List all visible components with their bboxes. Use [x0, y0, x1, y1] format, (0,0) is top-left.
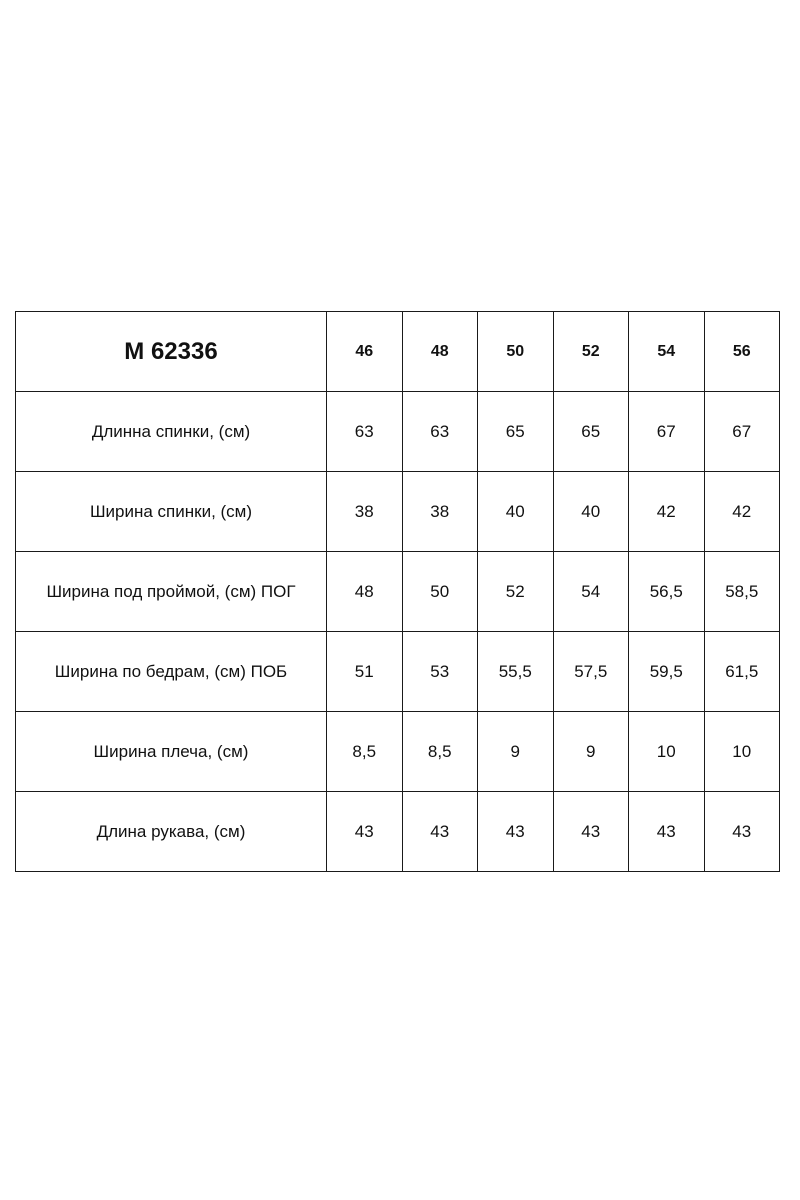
table-row	[16, 792, 780, 872]
table-cell: 43	[327, 792, 403, 872]
table-cell: 56,5	[629, 552, 705, 632]
table-cell: 67	[704, 392, 780, 472]
table-cell: 8,5	[402, 712, 478, 792]
table-cell: 43	[478, 792, 554, 872]
model-number: M 62336	[16, 312, 327, 392]
table-cell: 10	[629, 712, 705, 792]
table-cell: 38	[327, 472, 403, 552]
table-cell: 50	[402, 552, 478, 632]
size-header: 54	[629, 312, 705, 392]
size-header: 52	[553, 312, 629, 392]
table-cell: 43	[402, 792, 478, 872]
row-label: Ширина по бедрам, (см) ПОБ	[16, 632, 327, 712]
table-cell: 8,5	[327, 712, 403, 792]
table-cell: 43	[553, 792, 629, 872]
table-cell: 42	[629, 472, 705, 552]
table-row	[16, 472, 780, 552]
table-cell: 51	[327, 632, 403, 712]
row-label: Длина рукава, (см)	[16, 792, 327, 872]
table-cell: 67	[629, 392, 705, 472]
table-row	[16, 392, 780, 472]
table-cell: 9	[553, 712, 629, 792]
row-label: Ширина под проймой, (см) ПОГ	[16, 552, 327, 632]
table-cell: 63	[327, 392, 403, 472]
table-cell: 59,5	[629, 632, 705, 712]
table-cell: 54	[553, 552, 629, 632]
table-cell: 42	[704, 472, 780, 552]
row-label: Длинна спинки, (см)	[16, 392, 327, 472]
table-cell: 61,5	[704, 632, 780, 712]
table-cell: 9	[478, 712, 554, 792]
size-chart-table	[15, 311, 780, 872]
table-cell: 52	[478, 552, 554, 632]
size-header: 56	[704, 312, 780, 392]
size-header: 48	[402, 312, 478, 392]
table-row	[16, 552, 780, 632]
table-cell: 10	[704, 712, 780, 792]
table-cell: 58,5	[704, 552, 780, 632]
table-row	[16, 632, 780, 712]
table-cell: 40	[553, 472, 629, 552]
table-cell: 65	[553, 392, 629, 472]
table-cell: 55,5	[478, 632, 554, 712]
table-cell: 65	[478, 392, 554, 472]
table-cell: 40	[478, 472, 554, 552]
table-header-row	[16, 312, 780, 392]
row-label: Ширина плеча, (см)	[16, 712, 327, 792]
table-row	[16, 712, 780, 792]
size-header: 50	[478, 312, 554, 392]
table-cell: 38	[402, 472, 478, 552]
size-header: 46	[327, 312, 403, 392]
table-cell: 63	[402, 392, 478, 472]
table-cell: 43	[704, 792, 780, 872]
table-cell: 43	[629, 792, 705, 872]
table-cell: 53	[402, 632, 478, 712]
row-label: Ширина спинки, (см)	[16, 472, 327, 552]
table-cell: 57,5	[553, 632, 629, 712]
table-cell: 48	[327, 552, 403, 632]
